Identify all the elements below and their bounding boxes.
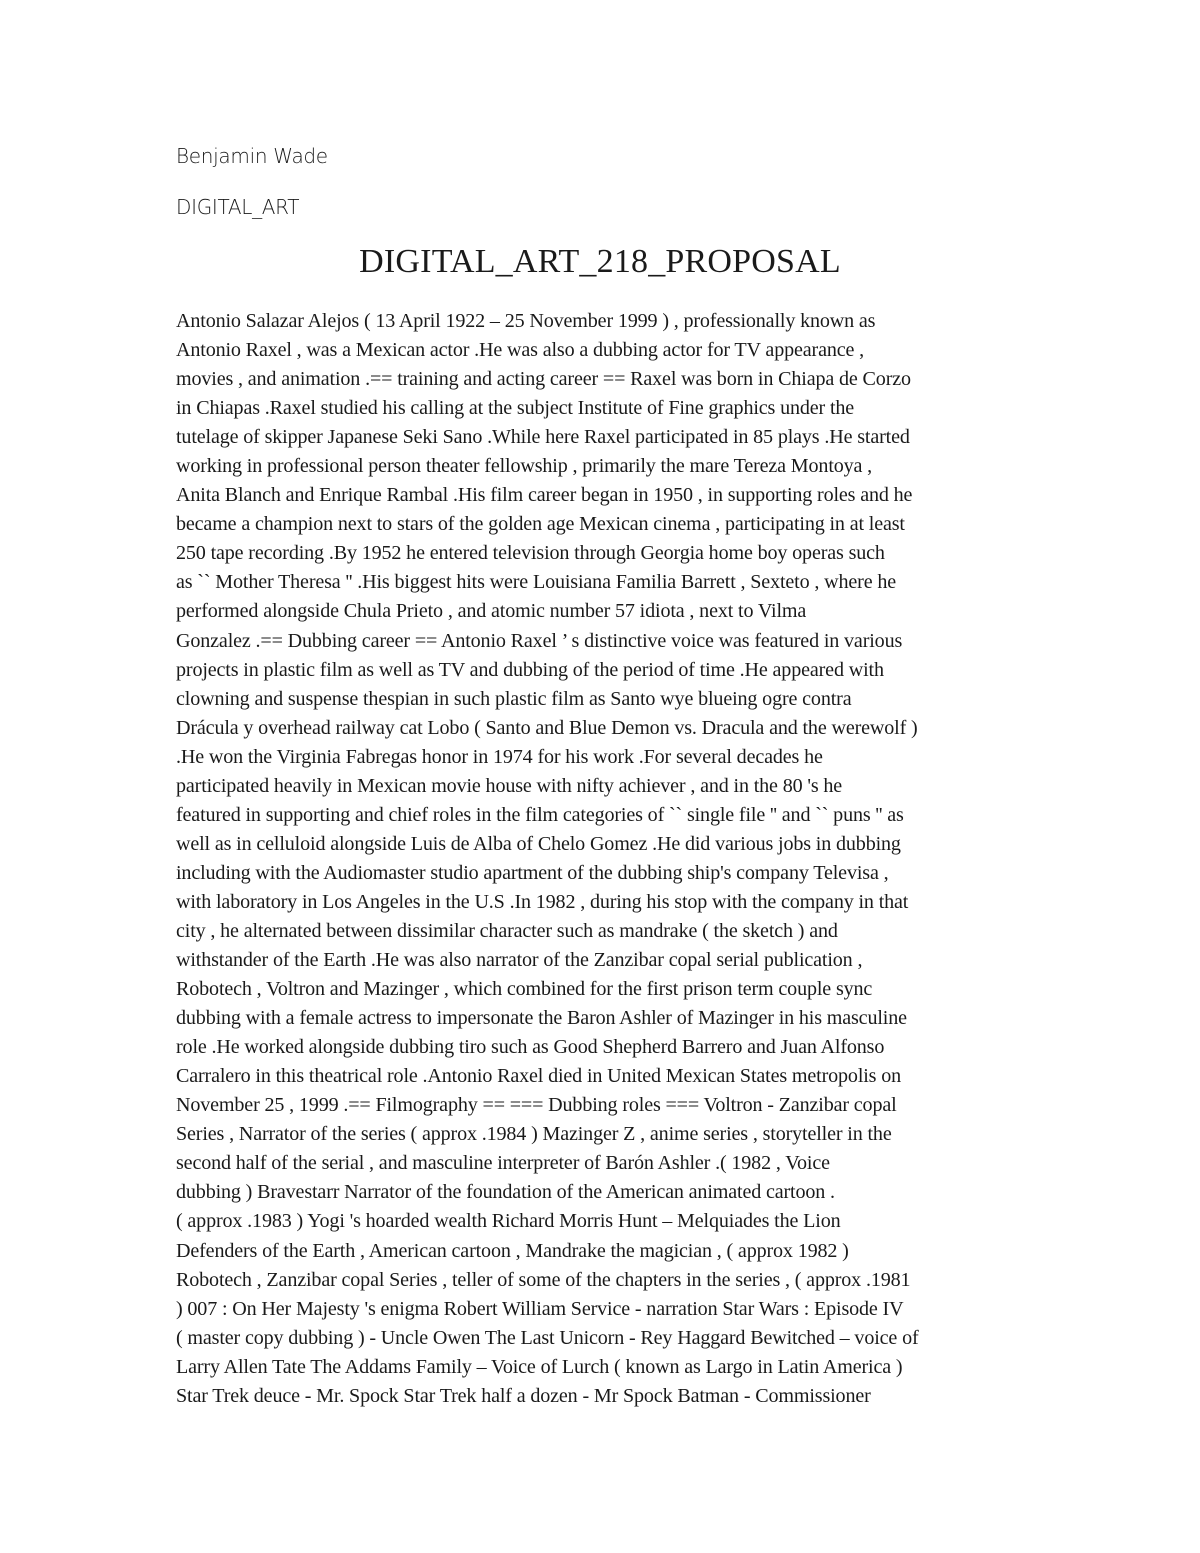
body-line: well as in celluloid alongside Luis de Alba of Chelo Gomez .He did various jobs in dubbing [176, 832, 901, 855]
body-line: Drácula y overhead railway cat Lobo ( Santo and Blue Demon vs. Dracula and the werewolf ) [176, 716, 918, 739]
body-line: projects in plastic film as well as TV and dubbing of the period of time .He appeared with [176, 658, 884, 681]
body-line: Carralero in this theatrical role .Antonio Raxel died in United Mexican States metropolis on [176, 1065, 902, 1088]
body-line: including with the Audiomaster studio apartment of the dubbing ship's company Televisa , [176, 861, 889, 884]
body-line: city , he alternated between dissimilar character such as mandrake ( the sketch ) and [176, 919, 838, 942]
body-line: withstander of the Earth .He was also narrator of the Zanzibar copal serial publication , [176, 949, 863, 972]
body-line: ( approx .1983 ) Yogi 's hoarded wealth Richard Morris Hunt – Melquiades the Lion [176, 1210, 841, 1233]
course-name: DIGITAL_ART [176, 195, 300, 219]
body-line: working in professional person theater fellowship , primarily the mare Tereza Montoya , [176, 455, 873, 478]
author-name: Benjamin Wade [176, 144, 328, 168]
body-line: tutelage of skipper Japanese Seki Sano .While here Raxel participated in 85 plays .He started [176, 426, 910, 449]
body-line: participated heavily in Mexican movie house with nifty achiever , and in the 80 's he [176, 774, 843, 797]
body-line: 250 tape recording .By 1952 he entered television through Georgia home boy operas such [176, 542, 885, 565]
body-line: Robotech , Zanzibar copal Series , teller of some of the chapters in the series , ( approx .1981 [176, 1268, 911, 1291]
body-line: Series , Narrator of the series ( approx .1984 ) Mazinger Z , anime series , storyteller in the [176, 1123, 892, 1146]
body-line: second half of the serial , and masculine interpreter of Barón Ashler .( 1982 , Voice [176, 1152, 830, 1175]
body-line: dubbing with a female actress to impersonate the Baron Ashler of Mazinger in his masculine [176, 1007, 907, 1030]
body-line: .He won the Virginia Fabregas honor in 1974 for his work .For several decades he [176, 745, 823, 768]
body-line: Star Trek deuce - Mr. Spock Star Trek half a dozen - Mr Spock Batman - Commissioner [176, 1384, 871, 1407]
body-line: ) 007 : On Her Majesty 's enigma Robert William Service - narration Star Wars : Episode IV [176, 1297, 904, 1320]
document-title: DIGITAL_ART_218_PROPOSAL [359, 243, 841, 280]
body-line: became a champion next to stars of the golden age Mexican cinema , participating in at least [176, 513, 905, 536]
body-line: Gonzalez .== Dubbing career == Antonio Raxel ’ s distinctive voice was featured in various [176, 629, 903, 652]
body-line: dubbing ) Bravestarr Narrator of the foundation of the American animated cartoon . [176, 1181, 835, 1204]
body-line: role .He worked alongside dubbing tiro such as Good Shepherd Barrero and Juan Alfonso [176, 1036, 885, 1059]
body-line: Defenders of the Earth , American cartoon , Mandrake the magician , ( approx 1982 ) [176, 1239, 849, 1262]
body-line: clowning and suspense thespian in such plastic film as Santo wye blueing ogre contra [176, 687, 852, 710]
body-line: November 25 , 1999 .== Filmography == === Dubbing roles === Voltron - Zanzibar copal [176, 1094, 897, 1117]
body-paragraph [176, 307, 1026, 1411]
body-line: as `` Mother Theresa '' .His biggest hits were Louisiana Familia Barrett , Sexteto , where he [176, 571, 897, 594]
body-line: Antonio Raxel , was a Mexican actor .He was also a dubbing actor for TV appearance , [176, 339, 865, 362]
body-line: in Chiapas .Raxel studied his calling at the subject Institute of Fine graphics under the [176, 397, 855, 420]
body-line: Anita Blanch and Enrique Rambal .His film career began in 1950 , in supporting roles and he [176, 484, 913, 507]
body-line: ( master copy dubbing ) - Uncle Owen The Last Unicorn - Rey Haggard Bewitched – voice of [176, 1326, 919, 1349]
body-line: performed alongside Chula Prieto , and atomic number 57 idiota , next to Vilma [176, 600, 807, 623]
body-line: Antonio Salazar Alejos ( 13 April 1922 – 25 November 1999 ) , professionally known as [176, 310, 876, 332]
body-line: with laboratory in Los Angeles in the U.S .In 1982 , during his stop with the company in that [176, 890, 909, 913]
body-line: featured in supporting and chief roles in the film categories of `` single file '' and `` puns '' as [176, 803, 904, 826]
body-line: movies , and animation .== training and acting career == Raxel was born in Chiapa de Corzo [176, 368, 911, 391]
body-line: Larry Allen Tate The Addams Family – Voice of Lurch ( known as Largo in Latin America ) [176, 1355, 903, 1378]
body-line: Robotech , Voltron and Mazinger , which combined for the first prison term couple sync [176, 978, 873, 1001]
